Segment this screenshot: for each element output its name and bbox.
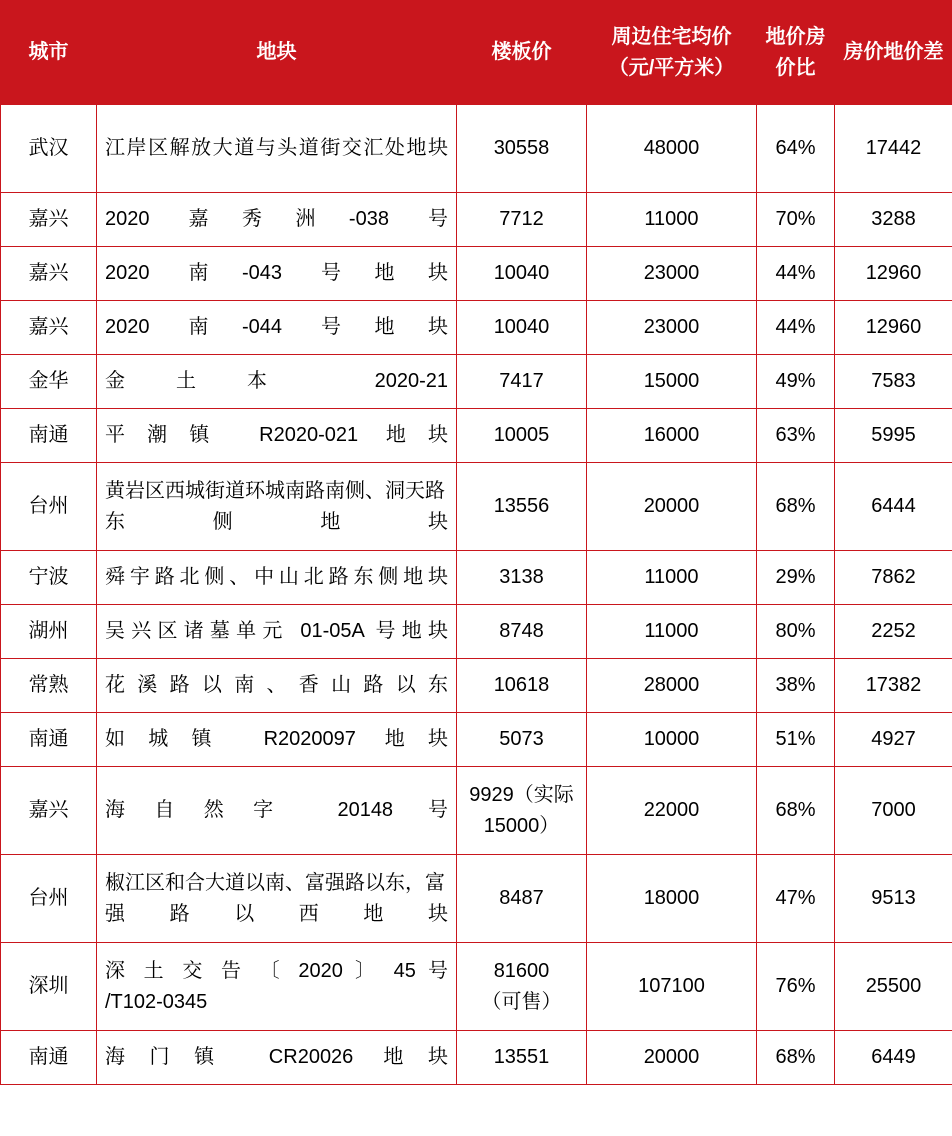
cell-plot-line-1: 深 土 交 告 〔 2020 〕 45 号 (105, 959, 448, 982)
around-price-line-2: （元/平方米） (608, 56, 735, 79)
cell-plot (97, 943, 457, 1031)
table-row (1, 605, 952, 659)
column-header-city: 城市 (1, 1, 97, 105)
cell-ratio: 64% (757, 105, 835, 193)
cell-floor-price: 13551 (457, 1031, 587, 1085)
cell-plot: 2020 嘉秀洲-038 号 (97, 193, 457, 247)
table-row (1, 247, 952, 301)
table-row (1, 409, 952, 463)
cell-floor-price: 3138 (457, 551, 587, 605)
cell-diff: 12960 (835, 301, 952, 355)
cell-around-price: 11000 (587, 551, 757, 605)
cell-plot: 金土本 2020-21 (97, 355, 457, 409)
cell-plot: 黄岩区西城街道环城南路南侧、洞天路东侧地块 (97, 463, 457, 551)
cell-diff: 7000 (835, 767, 952, 855)
cell-diff: 7583 (835, 355, 952, 409)
cell-ratio: 80% (757, 605, 835, 659)
cell-floor-price-line-1: 81600 (493, 959, 550, 982)
cell-plot: 花溪路以南、香山路以东 (97, 659, 457, 713)
cell-around-price: 20000 (587, 1031, 757, 1085)
cell-diff: 3288 (835, 193, 952, 247)
cell-floor-price-line-1: 9929（实际 (469, 783, 574, 806)
cell-city: 台州 (1, 463, 97, 551)
column-header-plot: 地块 (97, 1, 457, 105)
cell-city: 常熟 (1, 659, 97, 713)
cell-floor-price: 7417 (457, 355, 587, 409)
table-row (1, 855, 952, 943)
cell-diff: 6444 (835, 463, 952, 551)
table-row (1, 355, 952, 409)
table-row (1, 551, 952, 605)
cell-diff: 2252 (835, 605, 952, 659)
column-header-ratio (757, 1, 835, 105)
cell-ratio: 38% (757, 659, 835, 713)
cell-floor-price: 13556 (457, 463, 587, 551)
cell-city: 湖州 (1, 605, 97, 659)
cell-city: 宁波 (1, 551, 97, 605)
table-body (1, 105, 952, 1085)
cell-floor-price: 7712 (457, 193, 587, 247)
cell-diff: 4927 (835, 713, 952, 767)
cell-floor-price: 8748 (457, 605, 587, 659)
cell-ratio: 51% (757, 713, 835, 767)
cell-ratio: 68% (757, 767, 835, 855)
cell-floor-price: 5073 (457, 713, 587, 767)
cell-around-price: 15000 (587, 355, 757, 409)
cell-around-price: 20000 (587, 463, 757, 551)
cell-floor-price: 30558 (457, 105, 587, 193)
column-header-diff: 房价地价差 (835, 1, 952, 105)
table-header-row (1, 1, 952, 105)
cell-city: 南通 (1, 409, 97, 463)
cell-ratio: 76% (757, 943, 835, 1031)
cell-around-price: 18000 (587, 855, 757, 943)
cell-city: 南通 (1, 713, 97, 767)
cell-city: 嘉兴 (1, 193, 97, 247)
cell-floor-price: 10040 (457, 247, 587, 301)
cell-floor-price: 10005 (457, 409, 587, 463)
cell-city: 南通 (1, 1031, 97, 1085)
cell-plot: 如城镇 R2020097 地块 (97, 713, 457, 767)
cell-city: 嘉兴 (1, 767, 97, 855)
cell-plot: 舜宇路北侧、中山北路东侧地块 (97, 551, 457, 605)
column-header-floor-price: 楼板价 (457, 1, 587, 105)
ratio-line-2: 价比 (775, 56, 816, 79)
cell-floor-price (457, 943, 587, 1031)
table-row (1, 1031, 952, 1085)
cell-around-price: 16000 (587, 409, 757, 463)
cell-plot: 海自然字 20148 号 (97, 767, 457, 855)
table-header (1, 1, 952, 105)
cell-plot: 2020 南-043 号地块 (97, 247, 457, 301)
cell-around-price: 23000 (587, 301, 757, 355)
cell-plot: 吴兴区诸墓单元 01-05A 号地块 (97, 605, 457, 659)
cell-ratio: 70% (757, 193, 835, 247)
around-price-line-1: 周边住宅均价 (611, 25, 732, 48)
cell-around-price: 48000 (587, 105, 757, 193)
cell-diff: 9513 (835, 855, 952, 943)
table-row (1, 943, 952, 1031)
cell-around-price: 10000 (587, 713, 757, 767)
table-row (1, 767, 952, 855)
cell-diff: 6449 (835, 1031, 952, 1085)
cell-floor-price-line-2: 15000） (483, 814, 560, 837)
cell-ratio: 68% (757, 463, 835, 551)
cell-around-price: 23000 (587, 247, 757, 301)
cell-floor-price: 8487 (457, 855, 587, 943)
cell-plot: 海门镇 CR20026 地块 (97, 1031, 457, 1085)
cell-floor-price (457, 767, 587, 855)
table-row (1, 105, 952, 193)
cell-city: 深圳 (1, 943, 97, 1031)
cell-plot: 江岸区解放大道与头道街交汇处地块 (97, 105, 457, 193)
cell-ratio: 49% (757, 355, 835, 409)
cell-ratio: 29% (757, 551, 835, 605)
cell-plot: 2020 南-044 号地块 (97, 301, 457, 355)
cell-around-price: 28000 (587, 659, 757, 713)
cell-ratio: 44% (757, 301, 835, 355)
cell-floor-price-line-2: （可售） (481, 990, 562, 1013)
table-row (1, 193, 952, 247)
cell-around-price: 11000 (587, 605, 757, 659)
cell-diff: 17382 (835, 659, 952, 713)
cell-plot-line-2: /T102-0345 (105, 990, 208, 1013)
cell-plot: 平潮镇 R2020-021 地块 (97, 409, 457, 463)
cell-plot: 椒江区和合大道以南、富强路以东，富强路以西地块 (97, 855, 457, 943)
cell-diff: 7862 (835, 551, 952, 605)
cell-diff: 12960 (835, 247, 952, 301)
table-row (1, 463, 952, 551)
cell-ratio: 63% (757, 409, 835, 463)
cell-city: 武汉 (1, 105, 97, 193)
cell-diff: 17442 (835, 105, 952, 193)
cell-around-price: 22000 (587, 767, 757, 855)
table-row (1, 659, 952, 713)
cell-diff: 25500 (835, 943, 952, 1031)
cell-city: 嘉兴 (1, 301, 97, 355)
cell-diff: 5995 (835, 409, 952, 463)
cell-around-price: 11000 (587, 193, 757, 247)
table-row (1, 713, 952, 767)
cell-ratio: 68% (757, 1031, 835, 1085)
cell-floor-price: 10618 (457, 659, 587, 713)
cell-city: 台州 (1, 855, 97, 943)
cell-around-price: 107100 (587, 943, 757, 1031)
column-header-around-price (587, 1, 757, 105)
cell-ratio: 47% (757, 855, 835, 943)
cell-city: 嘉兴 (1, 247, 97, 301)
ratio-line-1: 地价房 (765, 25, 826, 48)
cell-ratio: 44% (757, 247, 835, 301)
cell-city: 金华 (1, 355, 97, 409)
table-row (1, 301, 952, 355)
cell-floor-price: 10040 (457, 301, 587, 355)
